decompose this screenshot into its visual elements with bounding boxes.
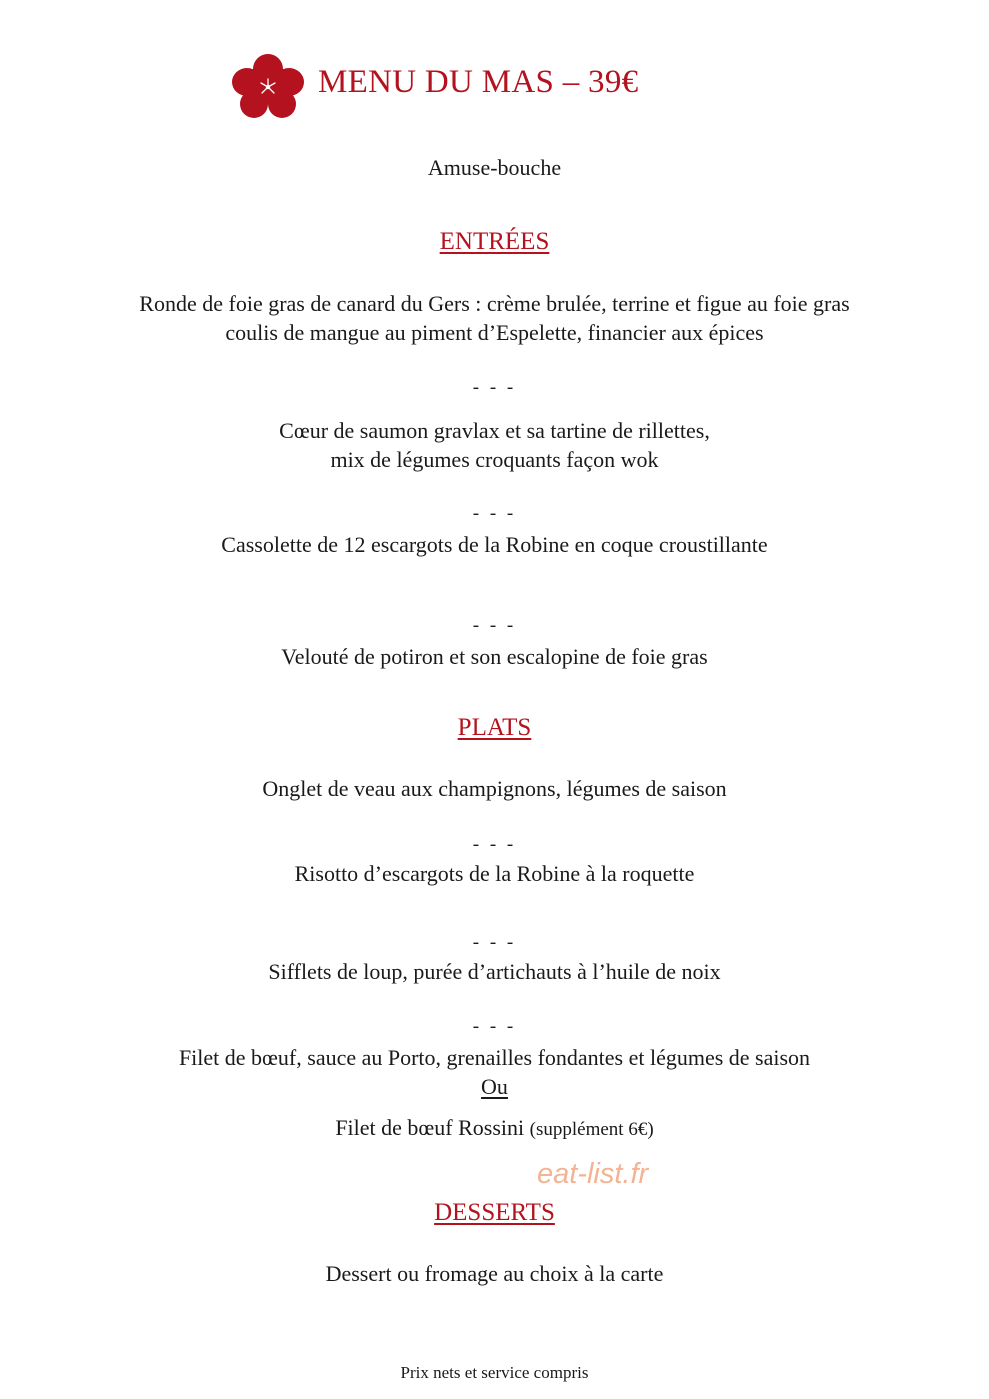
entree-1-line-1: Ronde de foie gras de canard du Gers : crème brulée, terrine et figue au foie gras: [139, 291, 850, 316]
separator: - - -: [472, 932, 517, 953]
desserts-heading: DESSERTS: [434, 1199, 555, 1226]
entree-2-line-2: mix de légumes croquants façon wok: [330, 447, 659, 472]
menu-title: MENU DU MAS – 39€: [318, 64, 639, 100]
footer-note: Prix nets et service compris: [400, 1363, 589, 1382]
separator: - - -: [472, 377, 517, 398]
rossini-label: Filet de bœuf Rossini: [335, 1115, 525, 1140]
amuse-bouche: Amuse-bouche: [427, 155, 562, 180]
red-flower-icon: [232, 52, 304, 120]
entree-3: Cassolette de 12 escargots de la Robine en coque croustillante: [221, 532, 768, 557]
entrees-heading: ENTRÉES: [439, 228, 550, 255]
supplement-label: (supplément 6€): [529, 1119, 654, 1140]
plats-heading: PLATS: [457, 714, 532, 741]
rossini-line: [0, 1113, 989, 1144]
separator: - - -: [472, 1016, 517, 1037]
entree-1-line-2: coulis de mangue au piment d’Espelette, financier aux épices: [225, 320, 764, 345]
plat-3: Sifflets de loup, purée d’artichauts à l’huile de noix: [268, 959, 721, 984]
plat-4: Filet de bœuf, sauce au Porto, grenailles fondantes et légumes de saison: [178, 1045, 811, 1070]
entree-2-line-1: Cœur de saumon gravlax et sa tartine de rillettes,: [279, 418, 710, 443]
plat-2: Risotto d’escargots de la Robine à la roquette: [294, 861, 695, 886]
plat-1: Onglet de veau aux champignons, légumes de saison: [262, 776, 727, 801]
entree-4: Velouté de potiron et son escalopine de foie gras: [281, 644, 708, 669]
separator: - - -: [472, 615, 517, 636]
dessert-1: Dessert ou fromage au choix à la carte: [325, 1261, 664, 1286]
separator: - - -: [472, 834, 517, 855]
ou-label: Ou: [481, 1074, 508, 1099]
separator: - - -: [472, 503, 517, 524]
watermark: eat-list.fr: [537, 1158, 649, 1190]
